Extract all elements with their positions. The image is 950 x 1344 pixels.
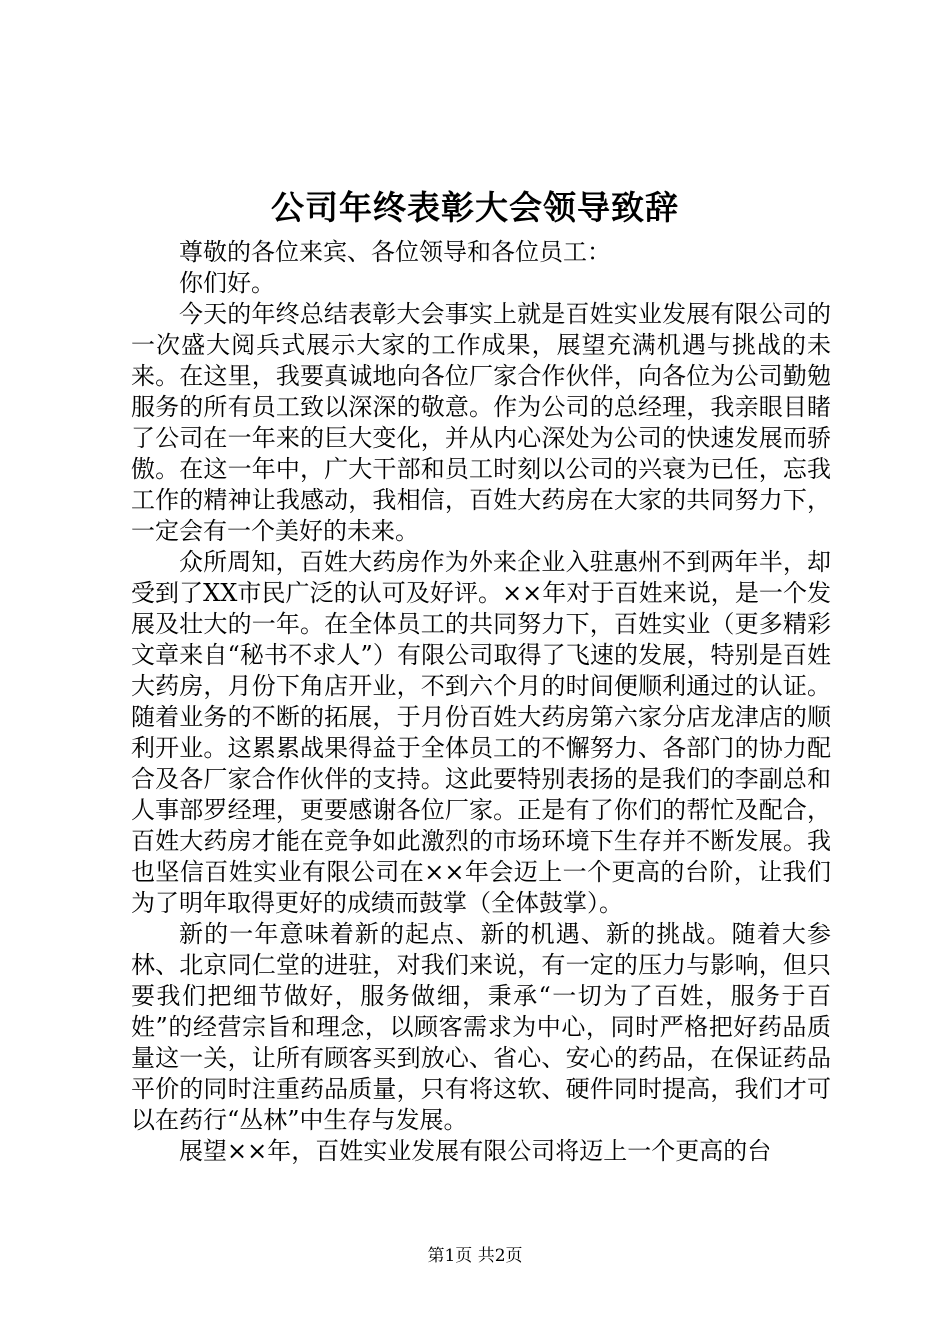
- greeting: 你们好。: [179, 269, 275, 297]
- body-paragraph: 新的一年意味着新的起点、新的机遇、新的挑战。随着大参林、北京同仁堂的进驻，对我们来说，有一定的压力与影响，但只要我们把细节做好，服务做细，秉承“一切为了百姓，服务于百姓”的经营宗旨和理念，以顾客需求为中心，同时严格把好药品质量这一关，让所有顾客买到放心、省心、安心的药品，在保证药品平价的同时注重药品质量，只有将这软、硬件同时提高，我们才可以在药行“丛林”中生存与发展。: [131, 920, 831, 1134]
- page-footer: 第1页 共2页: [427, 1246, 523, 1266]
- body-paragraph: 众所周知，百姓大药房作为外来企业入驻惠州不到两年半，却受到了XX市民广泛的认可及好评。××年对于百姓来说，是一个发展及壮大的一年。在全体员工的共同努力下，百姓实业（更多精彩文章来自“秘书不求人”）有限公司取得了飞速的发展，特别是百姓大药房，月份下角店开业，不到六个月的时间便顺利通过的认证。随着业务的不断的拓展，于月份百姓大药房第六家分店龙津店的顺利开业。这累累战果得益于全体员工的不懈努力、各部门的协力配合及各厂家合作伙伴的支持。这此要特别表扬的是我们的李副总和人事部罗经理，更要感谢各位厂家。正是有了你们的帮忙及配合，百姓大药房才能在竞争如此激烈的市场环境下生存并不断发展。我也坚信百姓实业有限公司在××年会迈上一个更高的台阶，让我们为了明年取得更好的成绩而鼓掌（全体鼓掌）。: [131, 548, 831, 917]
- document-body: [131, 237, 831, 1167]
- salutation: 尊敬的各位来宾、各位领导和各位员工：: [179, 238, 611, 266]
- document-title: 公司年终表彰大会领导致辞: [271, 188, 679, 227]
- body-paragraph: 今天的年终总结表彰大会事实上就是百姓实业发展有限公司的一次盛大阅兵式展示大家的工作成果，展望充满机遇与挑战的未来。在这里，我要真诚地向各位厂家合作伙伴，向各位为公司勤勉服务的所有员工致以深深的敬意。作为公司的总经理，我亲眼目睹了公司在一年来的巨大变化，并从内心深处为公司的快速发展而骄傲。在这一年中，广大干部和员工时刻以公司的兴衰为已任，忘我工作的精神让我感动，我相信，百姓大药房在大家的共同努力下，一定会有一个美好的未来。: [131, 300, 831, 545]
- body-paragraph: 展望××年，百姓实业发展有限公司将迈上一个更高的台: [179, 1137, 772, 1165]
